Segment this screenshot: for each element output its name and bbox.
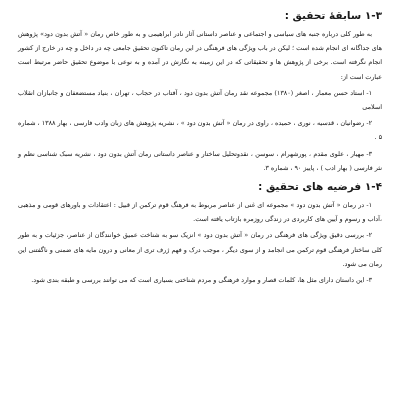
reference-item: ۱- استاد حسن معمار ، اصغر (۱۳۸۰) مجموعه نقد رمان آتش بدون دود ، آفتاب در حجاب ، تهران ، بنیاد مستضعفان و جانبازان انقلاب اسلامی (18, 88, 382, 112)
reference-item: ۳- مهیار ، علوی مقدم ، پورشهرام ، سوسن ، نقدوتحلیل ساختار و عناصر داستانی رمان آتش بدون دود ، نشریه سبک شناسی نظم و نثر فارسی ( بهار ادب ) ، پاییز ۹۰ ، شماره ۳. (18, 149, 382, 172)
hypothesis-item: ۱- در رمان « آتش بدون دود » مجموعه ای غنی از عناصر مربوط به فرهنگ قوم ترکمن از قبیل : اعتقادات و باورهای قومی و مذهبی ،آداب و رسوم و آیین های کاربردی در زندگی روزمره بازتاب یافته است. (18, 201, 382, 224)
reference-item: ۲- رضوانیان ، قدسیه ، نوری ، حمیده ، راوی در رمان « آتش بدون دود » ، نشریه پژوهش های زبان وادب فارسی ، بهار ۱۳۸۸ ، شماره ۵ . (18, 119, 382, 142)
hypothesis-item: ۲- بررسی دقیق ویژگی های فرهنگی در رمان « آتش بدون دود » انزیک سو به شناخت عمیق خوانندگان از عناصر، جزئیات و به طور کلی ساختار فرهنگی قوم ترکمن می انجامد و از سوی دیگر ، موجب درک و فهم ژرف تری از معانی و درون مایه های ضمنی و ناگفتنی این رمان می شود. (18, 231, 382, 268)
hypothesis-item: ۳- این داستان دارای مثل ها، کلمات قصار و موارد فرهنگی و مردم شناختی بسیاری است که می توانند بررسی و طبقه بندی شود. (31, 276, 372, 285)
section-title: ۱-۳ سابقهٔ تحقیق : (284, 10, 382, 22)
section-title: ۱-۴ فرضیه های تحقیق : (258, 181, 382, 194)
section-hypotheses (18, 181, 382, 287)
intro-paragraph: به طور کلی درباره جنبه های سیاسی و اجتماعی و عناصر داستانی آثار نادر ابراهیمی و به طور خاص رمان « آتش بدون دود» پژوهش های جداگانه ای انجام شده است ؛ لیکن در باب ویژگی های فرهنگی در این رمان تاکنون تحقیق جامعی چه در داخل و چه در خارج از کشور انجام نگرفته است. برخی از پژوهش ها و تحقیقاتی که در این زمینه به نگارش در آمده و به نوعی با موضوع تحقیق حاضر مرتبط است عبارت است از: (18, 30, 382, 81)
section-research-background (18, 10, 382, 175)
